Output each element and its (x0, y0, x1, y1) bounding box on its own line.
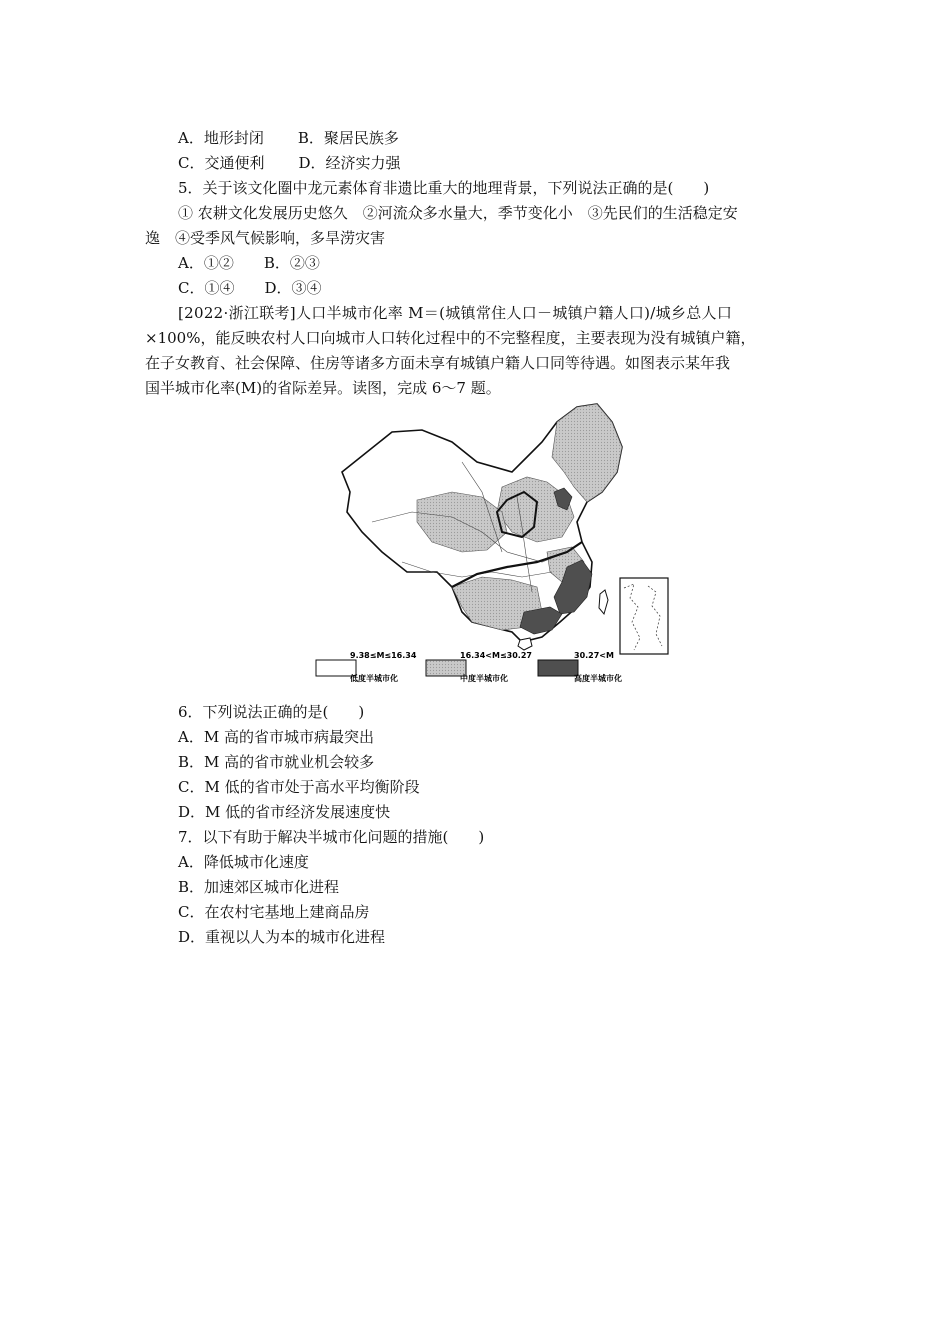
q5-options-row-2 (178, 278, 322, 298)
q6-option-d[interactable]: D．M 低的省市经济发展速度快 (178, 803, 391, 821)
legend-low-range: 9.38≤M≤16.34 (350, 651, 417, 660)
material-line-2: ×100%，能反映农村人口向城市人口转化过程中的不完整程度，主要表现为没有城镇户籍， (145, 329, 756, 347)
legend-high-range: 30.27<M (574, 651, 614, 660)
q4-option-b[interactable]: B．聚居民族多 (297, 129, 399, 147)
legend-medium-label: 中度半城市化 (460, 674, 508, 683)
legend-high-swatch (538, 660, 578, 676)
q5-option-d[interactable]: D．③④ (264, 279, 322, 297)
q7-option-c[interactable]: C．在农村宅基地上建商品房 (178, 903, 370, 921)
q5-stem: 5．关于该文化圈中龙元素体育非遗比重大的地理背景，下列说法正确的是( ) (178, 179, 710, 197)
q5-options-row-1 (178, 253, 320, 273)
material-line-4: 国半城市化率(M)的省际差异。读图，完成 6～7 题。 (145, 379, 501, 397)
q4-option-c[interactable]: C．交通便利 (178, 154, 265, 172)
q7-stem: 7．以下有助于解决半城市化问题的措施( ) (178, 828, 485, 846)
legend-high-label: 高度半城市化 (574, 674, 622, 683)
q7-option-d[interactable]: D．重视以人为本的城市化进程 (178, 928, 386, 946)
semi-urbanization-map (312, 402, 672, 686)
q7-option-a[interactable]: A．降低城市化速度 (178, 853, 309, 871)
q5-option-a[interactable]: A．①② (178, 254, 234, 272)
q5-option-c[interactable]: C．①④ (178, 279, 235, 297)
q7-option-b[interactable]: B．加速郊区城市化进程 (178, 878, 340, 896)
q5-option-b[interactable]: B．②③ (263, 254, 320, 272)
island-hainan (518, 638, 532, 650)
q6-option-b[interactable]: B．M 高的省市就业机会较多 (178, 753, 375, 771)
q5-statements-line-1: ① 农耕文化发展历史悠久 ②河流众多水量大，季节变化小 ③先民们的生活稳定安 (178, 204, 738, 222)
q4-option-d[interactable]: D．经济实力强 (298, 154, 401, 172)
q4-options-row-2 (178, 153, 401, 173)
legend-medium-range: 16.34<M≤30.27 (460, 651, 532, 660)
material-line-3: 在子女教育、社会保障、住房等诸多方面未享有城镇户籍人口同等待遇。如图表示某年我 (145, 354, 731, 372)
island-taiwan (599, 590, 608, 614)
q4-options-row-1 (178, 128, 399, 148)
q6-option-c[interactable]: C．M 低的省市处于高水平均衡阶段 (178, 778, 420, 796)
q4-option-a[interactable]: A．地形封闭 (178, 129, 264, 147)
q6-option-a[interactable]: A．M 高的省市城市病最突出 (178, 728, 374, 746)
legend-low-label: 低度半城市化 (350, 674, 398, 683)
q6-stem: 6．下列说法正确的是( ) (178, 703, 365, 721)
material-line-1: [2022·浙江联考]人口半城市化率 M＝(城镇常住人口－城镇户籍人口)/城乡总人口 (178, 304, 733, 322)
south-sea-inset (620, 578, 668, 654)
q5-statements-line-2: 逸 ④受季风气候影响，多旱涝灾害 (145, 229, 386, 247)
